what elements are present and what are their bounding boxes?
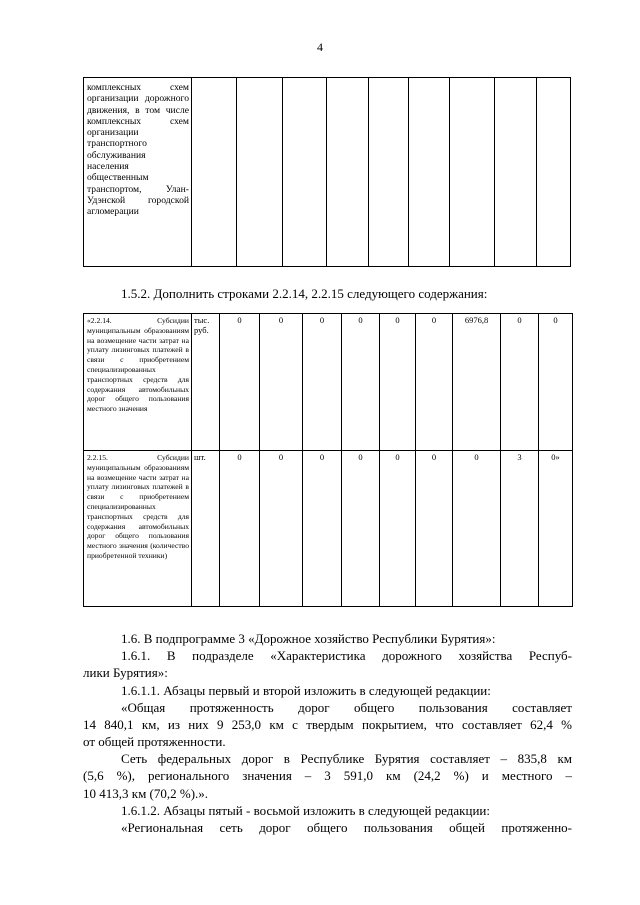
- table-cell: [537, 78, 571, 267]
- value-cell: 3: [501, 451, 539, 607]
- value-cell: 0: [416, 451, 453, 607]
- value-cell: 0: [260, 451, 303, 607]
- paragraph-1-6-1-1: 1.6.1.1. Абзацы первый и второй изложить в следующей редакции:: [121, 683, 491, 698]
- value-cell: 0: [416, 314, 453, 451]
- table-row: [84, 78, 571, 267]
- value-cell: 0: [539, 314, 573, 451]
- quote2-line2: (5,6 %), регионального значения – 3 591,0 км (24,2 %) и местного –: [83, 768, 572, 783]
- table-cell: [327, 78, 369, 267]
- row-unit: тыс. руб.: [192, 314, 220, 451]
- row-unit: шт.: [192, 451, 220, 607]
- quote2-line3: 10 413,3 км (70,2 %).».: [83, 786, 209, 801]
- table-cell: [495, 78, 537, 267]
- table-cell: [369, 78, 409, 267]
- quote1-line1: «Общая протяженность дорог общего пользования составляет: [121, 700, 572, 715]
- continued-table: [83, 77, 571, 267]
- table-cell: [283, 78, 327, 267]
- row-description: 2.2.15. Субсидии муниципальным образованиям на возмещение части затрат на уплату лизинговых платежей в связи с приобретением специализированных транспортных средств для содержания автомобильных дорог общего пользования местного значения (количество приобретенной техники): [84, 451, 192, 607]
- table-cell-description: комплексных схем организации дорожного движения, в том числе комплексных схем организации транспортного обслуживания населения общественным транспортом, Улан-Удэнской городской агломерации: [84, 78, 192, 267]
- page-number: 4: [317, 40, 323, 54]
- table-row-2-2-14: [84, 314, 573, 451]
- paragraph-1-6-1-2: 1.6.1.2. Абзацы пятый - восьмой изложить в следующей редакции:: [121, 803, 490, 818]
- paragraph-1-6-1-line2: лики Бурятия»:: [83, 665, 168, 680]
- paragraph-1-6: 1.6. В подпрограмме 3 «Дорожное хозяйство Республики Бурятия»:: [121, 631, 496, 646]
- value-cell: 0: [380, 451, 416, 607]
- table-cell: [192, 78, 237, 267]
- value-cell: 0: [501, 314, 539, 451]
- value-cell: 0: [260, 314, 303, 451]
- table-cell: [409, 78, 450, 267]
- quote3-line1: «Региональная сеть дорог общего пользования общей протяженно-: [121, 820, 572, 835]
- quote2-line1: Сеть федеральных дорог в Республике Бурятия составляет – 835,8 км: [121, 751, 572, 766]
- table-cell: [237, 78, 283, 267]
- value-cell: 0: [342, 451, 380, 607]
- value-cell: 0»: [539, 451, 573, 607]
- value-cell: 0: [220, 451, 260, 607]
- value-cell: 0: [342, 314, 380, 451]
- table-cell: [450, 78, 495, 267]
- section-1-5-2: 1.5.2. Дополнить строками 2.2.14, 2.2.15 следующего содержания:: [121, 286, 488, 301]
- quote1-line2: 14 840,1 км, из них 9 253,0 км с твердым покрытием, что составляет 62,4 %: [83, 717, 572, 732]
- paragraph-1-6-1-line1: 1.6.1. В подразделе «Характеристика дорожного хозяйства Респуб-: [121, 648, 572, 663]
- value-cell: 6976,8: [453, 314, 501, 451]
- value-cell: 0: [220, 314, 260, 451]
- value-cell: 0: [453, 451, 501, 607]
- value-cell: 0: [303, 314, 342, 451]
- value-cell: 0: [303, 451, 342, 607]
- new-rows-table: [83, 313, 573, 607]
- quote1-line3: от общей протяженности.: [83, 734, 226, 749]
- row-description: «2.2.14. Субсидии муниципальным образованиям на возмещение части затрат на уплату лизинговых платежей в связи с приобретением специализированных транспортных средств для содержания автомобильных дорог общего пользования местного значения: [84, 314, 192, 451]
- value-cell: 0: [380, 314, 416, 451]
- table-row-2-2-15: [84, 451, 573, 607]
